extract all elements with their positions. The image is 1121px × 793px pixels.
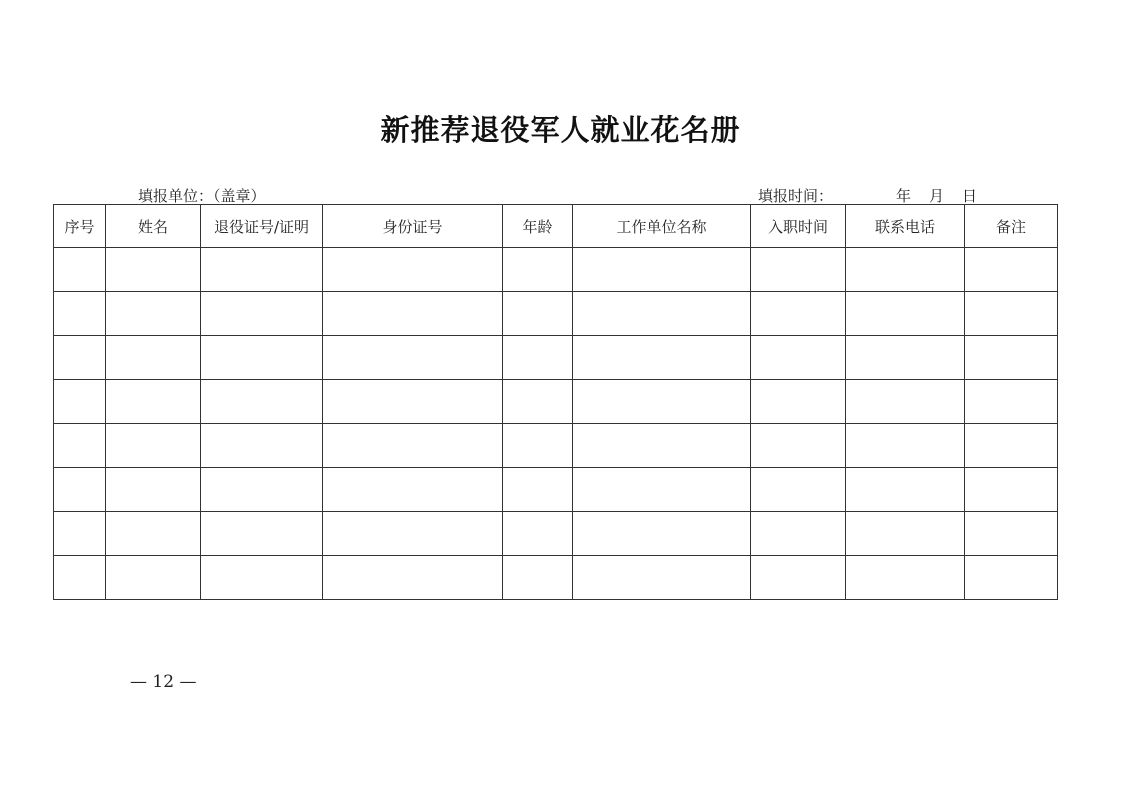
table-cell bbox=[201, 468, 323, 512]
table-header-row bbox=[54, 205, 1058, 248]
header-remarks: 备注 bbox=[965, 205, 1058, 248]
header-serial: 序号 bbox=[54, 205, 106, 248]
table-cell bbox=[503, 292, 573, 336]
table-cell bbox=[965, 512, 1058, 556]
table-cell bbox=[201, 292, 323, 336]
header-employer: 工作单位名称 bbox=[573, 205, 751, 248]
table-cell bbox=[751, 248, 846, 292]
fill-unit-label: 填报单位：（盖章） bbox=[138, 187, 266, 205]
table-cell bbox=[846, 468, 965, 512]
table-row bbox=[54, 556, 1058, 600]
table-cell bbox=[323, 380, 503, 424]
table-cell bbox=[323, 468, 503, 512]
table-cell bbox=[503, 512, 573, 556]
table-row bbox=[54, 512, 1058, 556]
table-cell bbox=[323, 556, 503, 600]
date-day: 日 bbox=[962, 187, 978, 205]
date-month: 月 bbox=[929, 187, 945, 205]
table-cell bbox=[965, 292, 1058, 336]
table-cell bbox=[106, 336, 201, 380]
table-cell bbox=[846, 336, 965, 380]
fill-date bbox=[896, 185, 977, 206]
table-cell bbox=[751, 380, 846, 424]
table-cell bbox=[573, 336, 751, 380]
table-cell bbox=[751, 512, 846, 556]
table-cell bbox=[573, 512, 751, 556]
table-cell bbox=[503, 556, 573, 600]
table-cell bbox=[573, 468, 751, 512]
table-body bbox=[54, 248, 1058, 600]
table-cell bbox=[751, 556, 846, 600]
table-cell bbox=[846, 380, 965, 424]
fill-time-label: 填报时间： bbox=[758, 187, 834, 205]
table-cell bbox=[846, 248, 965, 292]
table-cell bbox=[54, 380, 106, 424]
table-cell bbox=[503, 248, 573, 292]
table-cell bbox=[323, 292, 503, 336]
table-row bbox=[54, 380, 1058, 424]
table-cell bbox=[106, 292, 201, 336]
table-cell bbox=[106, 424, 201, 468]
table-cell bbox=[201, 336, 323, 380]
header-age: 年龄 bbox=[503, 205, 573, 248]
table-cell bbox=[323, 248, 503, 292]
table-cell bbox=[846, 424, 965, 468]
table-cell bbox=[54, 336, 106, 380]
table-cell bbox=[201, 248, 323, 292]
table-cell bbox=[106, 380, 201, 424]
header-id-number: 身份证号 bbox=[323, 205, 503, 248]
document-title: 新推荐退役军人就业花名册 bbox=[380, 113, 741, 147]
roster-table bbox=[53, 204, 1058, 600]
table-cell bbox=[106, 556, 201, 600]
table-cell bbox=[106, 512, 201, 556]
table-cell bbox=[573, 380, 751, 424]
table-row bbox=[54, 248, 1058, 292]
table-row bbox=[54, 468, 1058, 512]
table-cell bbox=[751, 292, 846, 336]
table-row bbox=[54, 292, 1058, 336]
table-cell bbox=[54, 292, 106, 336]
table-cell bbox=[965, 556, 1058, 600]
table-cell bbox=[573, 424, 751, 468]
table-cell bbox=[323, 336, 503, 380]
table-row bbox=[54, 424, 1058, 468]
table-cell bbox=[54, 512, 106, 556]
table-cell bbox=[573, 292, 751, 336]
table-cell bbox=[965, 468, 1058, 512]
table-cell bbox=[965, 424, 1058, 468]
table-cell bbox=[503, 380, 573, 424]
table-cell bbox=[201, 424, 323, 468]
table-cell bbox=[573, 556, 751, 600]
table-cell bbox=[573, 248, 751, 292]
table-cell bbox=[201, 380, 323, 424]
table-cell bbox=[965, 380, 1058, 424]
table-cell bbox=[846, 292, 965, 336]
header-name: 姓名 bbox=[106, 205, 201, 248]
date-year: 年 bbox=[896, 187, 912, 205]
table-cell bbox=[54, 424, 106, 468]
table-cell bbox=[54, 248, 106, 292]
header-hire-date: 入职时间 bbox=[751, 205, 846, 248]
table-cell bbox=[106, 468, 201, 512]
table-cell bbox=[846, 512, 965, 556]
table-cell bbox=[965, 248, 1058, 292]
page-number: — 12 — bbox=[130, 672, 197, 692]
table-cell bbox=[323, 424, 503, 468]
table-cell bbox=[503, 468, 573, 512]
header-phone: 联系电话 bbox=[846, 205, 965, 248]
table-cell bbox=[503, 336, 573, 380]
header-discharge-cert: 退役证号/证明 bbox=[201, 205, 323, 248]
table-cell bbox=[54, 468, 106, 512]
table-row bbox=[54, 336, 1058, 380]
table-cell bbox=[106, 248, 201, 292]
table-cell bbox=[503, 424, 573, 468]
table-cell bbox=[751, 424, 846, 468]
table-cell bbox=[751, 468, 846, 512]
table-cell bbox=[965, 336, 1058, 380]
table-cell bbox=[323, 512, 503, 556]
table-cell bbox=[751, 336, 846, 380]
table-cell bbox=[846, 556, 965, 600]
table-cell bbox=[201, 512, 323, 556]
table-cell bbox=[54, 556, 106, 600]
table-cell bbox=[201, 556, 323, 600]
